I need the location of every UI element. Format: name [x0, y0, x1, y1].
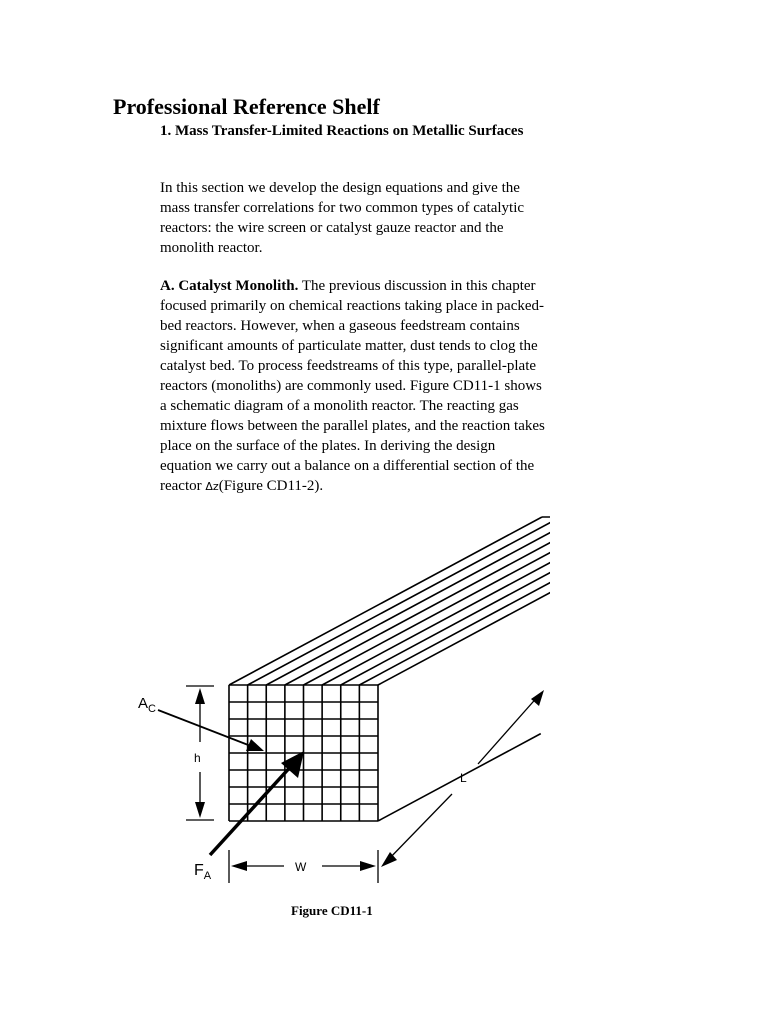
l-label: L [460, 771, 467, 785]
l-dim-arrow-upper [531, 690, 544, 706]
w-dim-arrow-left [231, 861, 247, 871]
monolith-text: The previous discussion in this chapter focused primarily on chemical reactions taking place in packed-bed reactors. However, when a gaseous feedstream contains significant amounts of particulate matter, dust tends to clog the catalyst bed. To process feedstreams of this type, parallel-plate reactors (monoliths) are commonly used. Figure CD11-1 shows a schematic diagram of a monolith reactor. The reacting gas mixture flows between the parallel plates, and the reaction takes place on the surface of the plates. In deriving the design equation we carry out a balance on a differential section of the reactor [160, 278, 545, 494]
intro-paragraph: In this section we develop the design equations and give the mass transfer correlations for two common types of catalytic reactors: the wire screen or catalyst gauze reactor and the monolith reactor. [160, 180, 525, 256]
top-plate-line [266, 517, 550, 685]
fa-flow-line [210, 764, 293, 855]
monolith-lead: A. Catalyst Monolith. [160, 278, 299, 294]
figure-caption: Figure CD11-1 [291, 903, 373, 918]
top-plate-line [341, 517, 550, 685]
top-plate-line [248, 517, 550, 685]
page-title: Professional Reference Shelf [113, 94, 380, 119]
fa-label: $F_A$ [194, 862, 212, 882]
w-label: W [295, 860, 307, 874]
l-dim-arrow-lower [381, 852, 397, 867]
h-dim-arrow-up [195, 688, 205, 704]
monolith-reactor-figure [120, 510, 550, 895]
delta-z-symbol: Δz [205, 480, 219, 493]
monolith-text-end: (Figure CD11-2). [218, 478, 324, 494]
section-heading: 1. Mass Transfer-Limited Reactions on Metallic Surfaces [160, 123, 524, 139]
top-plate-line [285, 517, 550, 685]
h-label: h [194, 751, 201, 765]
l-dim-upper-line [478, 694, 540, 764]
ac-label: $A_C$ [138, 695, 156, 715]
monolith-paragraph [160, 276, 550, 497]
ac-pointer-line [158, 710, 256, 748]
ac-pointer-arrowhead [246, 739, 264, 751]
monolith-structure [229, 517, 550, 821]
top-plate-line [229, 517, 542, 685]
h-dim-arrow-down [195, 802, 205, 818]
l-dim-lower-line [386, 794, 452, 862]
w-dim-arrow-right [360, 861, 376, 871]
